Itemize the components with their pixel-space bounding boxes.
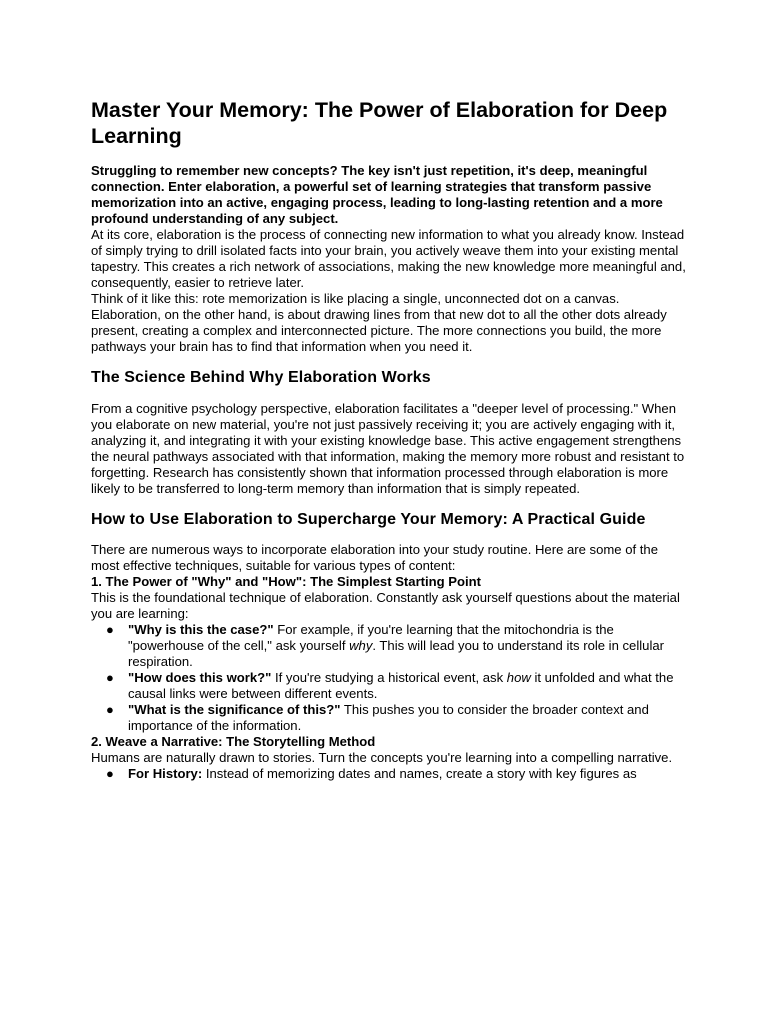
bullet-icon: ●: [106, 766, 114, 781]
bullet-icon: ●: [106, 622, 114, 637]
guide-intro-paragraph: There are numerous ways to incorporate elaboration into your study routine. Here are some of the most effective techniques, suitable for various types of content:: [91, 542, 658, 573]
section-heading-guide: How to Use Elaboration to Supercharge Your Memory: A Practical Guide: [91, 511, 646, 528]
technique-2-body: Humans are naturally drawn to stories. Turn the concepts you're learning into a compelling narrative.: [91, 750, 673, 765]
bullet-icon: ●: [106, 702, 114, 717]
technique-2-bullet-list: [91, 766, 688, 782]
list-item: [106, 622, 688, 670]
technique-1-bullet-list: [91, 622, 688, 734]
list-item: [106, 766, 688, 782]
bullet-text: This pushes you to consider the broader context and importance of the information.: [128, 702, 649, 733]
bullet-label: "What is the significance of this?": [128, 702, 341, 717]
list-item: [106, 702, 688, 734]
bullet-text: For example, if you're learning that the mitochondria is the "powerhouse of the cell," ask yourself: [128, 622, 614, 653]
technique-1-title: 1. The Power of "Why" and "How": The Simplest Starting Point: [91, 574, 482, 589]
intro-paragraph: Struggling to remember new concepts? The key isn't just repetition, it's deep, meaningful connection. Enter elaboration, a powerful set of learning strategies that transform passive memorization into an active, engaging process, leading to long-lasting retention and a more profound understanding of any subject.: [91, 163, 663, 226]
technique-1-body: This is the foundational technique of elaboration. Constantly ask yourself questions about the material you are learning:: [91, 590, 680, 621]
bullet-text: Instead of memorizing dates and names, create a story with key figures as: [202, 766, 637, 781]
page-title: Master Your Memory: The Power of Elaboration for Deep Learning: [91, 98, 668, 148]
section-heading-science: The Science Behind Why Elaboration Works: [91, 369, 431, 386]
body-paragraph: Think of it like this: rote memorization is like placing a single, unconnected dot on a canvas. Elaboration, on the other hand, is about drawing lines from that new dot to all the other dots already present, creating a complex and interconnected picture. The more connections you build, the more pathways your brain has to find that information when you need it.: [91, 291, 667, 354]
bullet-label: "Why is this the case?": [128, 622, 274, 637]
bullet-icon: ●: [106, 670, 114, 685]
bullet-text: it unfolded and what the causal links were between different events.: [128, 670, 674, 701]
list-item: [106, 670, 688, 702]
bullet-text: If you're studying a historical event, ask: [271, 670, 507, 685]
bullet-text: . This will lead you to understand its role in cellular respiration.: [128, 638, 664, 669]
bullet-label: "How does this work?": [128, 670, 272, 685]
technique-2-title: 2. Weave a Narrative: The Storytelling Method: [91, 734, 376, 749]
science-paragraph: From a cognitive psychology perspective, elaboration facilitates a "deeper level of processing." When you elaborate on new material, you're not just passively receiving it; you are actively engaging with it, analyzing it, and integrating it with your existing knowledge base. This active engagement strengthens the neural pathways associated with that information, making the memory more robust and resistant to forgetting. Research has consistently shown that information processed through elaboration is more likely to be transferred to long-term memory than information that is simply repeated.: [91, 401, 685, 496]
bullet-emphasis: why: [349, 638, 373, 653]
body-paragraph: At its core, elaboration is the process of connecting new information to what you already know. Instead of simply trying to drill isolated facts into your brain, you actively weave them into your existing mental tapestry. This creates a rich network of associations, making the new knowledge more meaningful and, consequently, easier to retrieve later.: [91, 227, 686, 290]
bullet-label: For History:: [128, 766, 203, 781]
bullet-emphasis: how: [506, 670, 531, 685]
